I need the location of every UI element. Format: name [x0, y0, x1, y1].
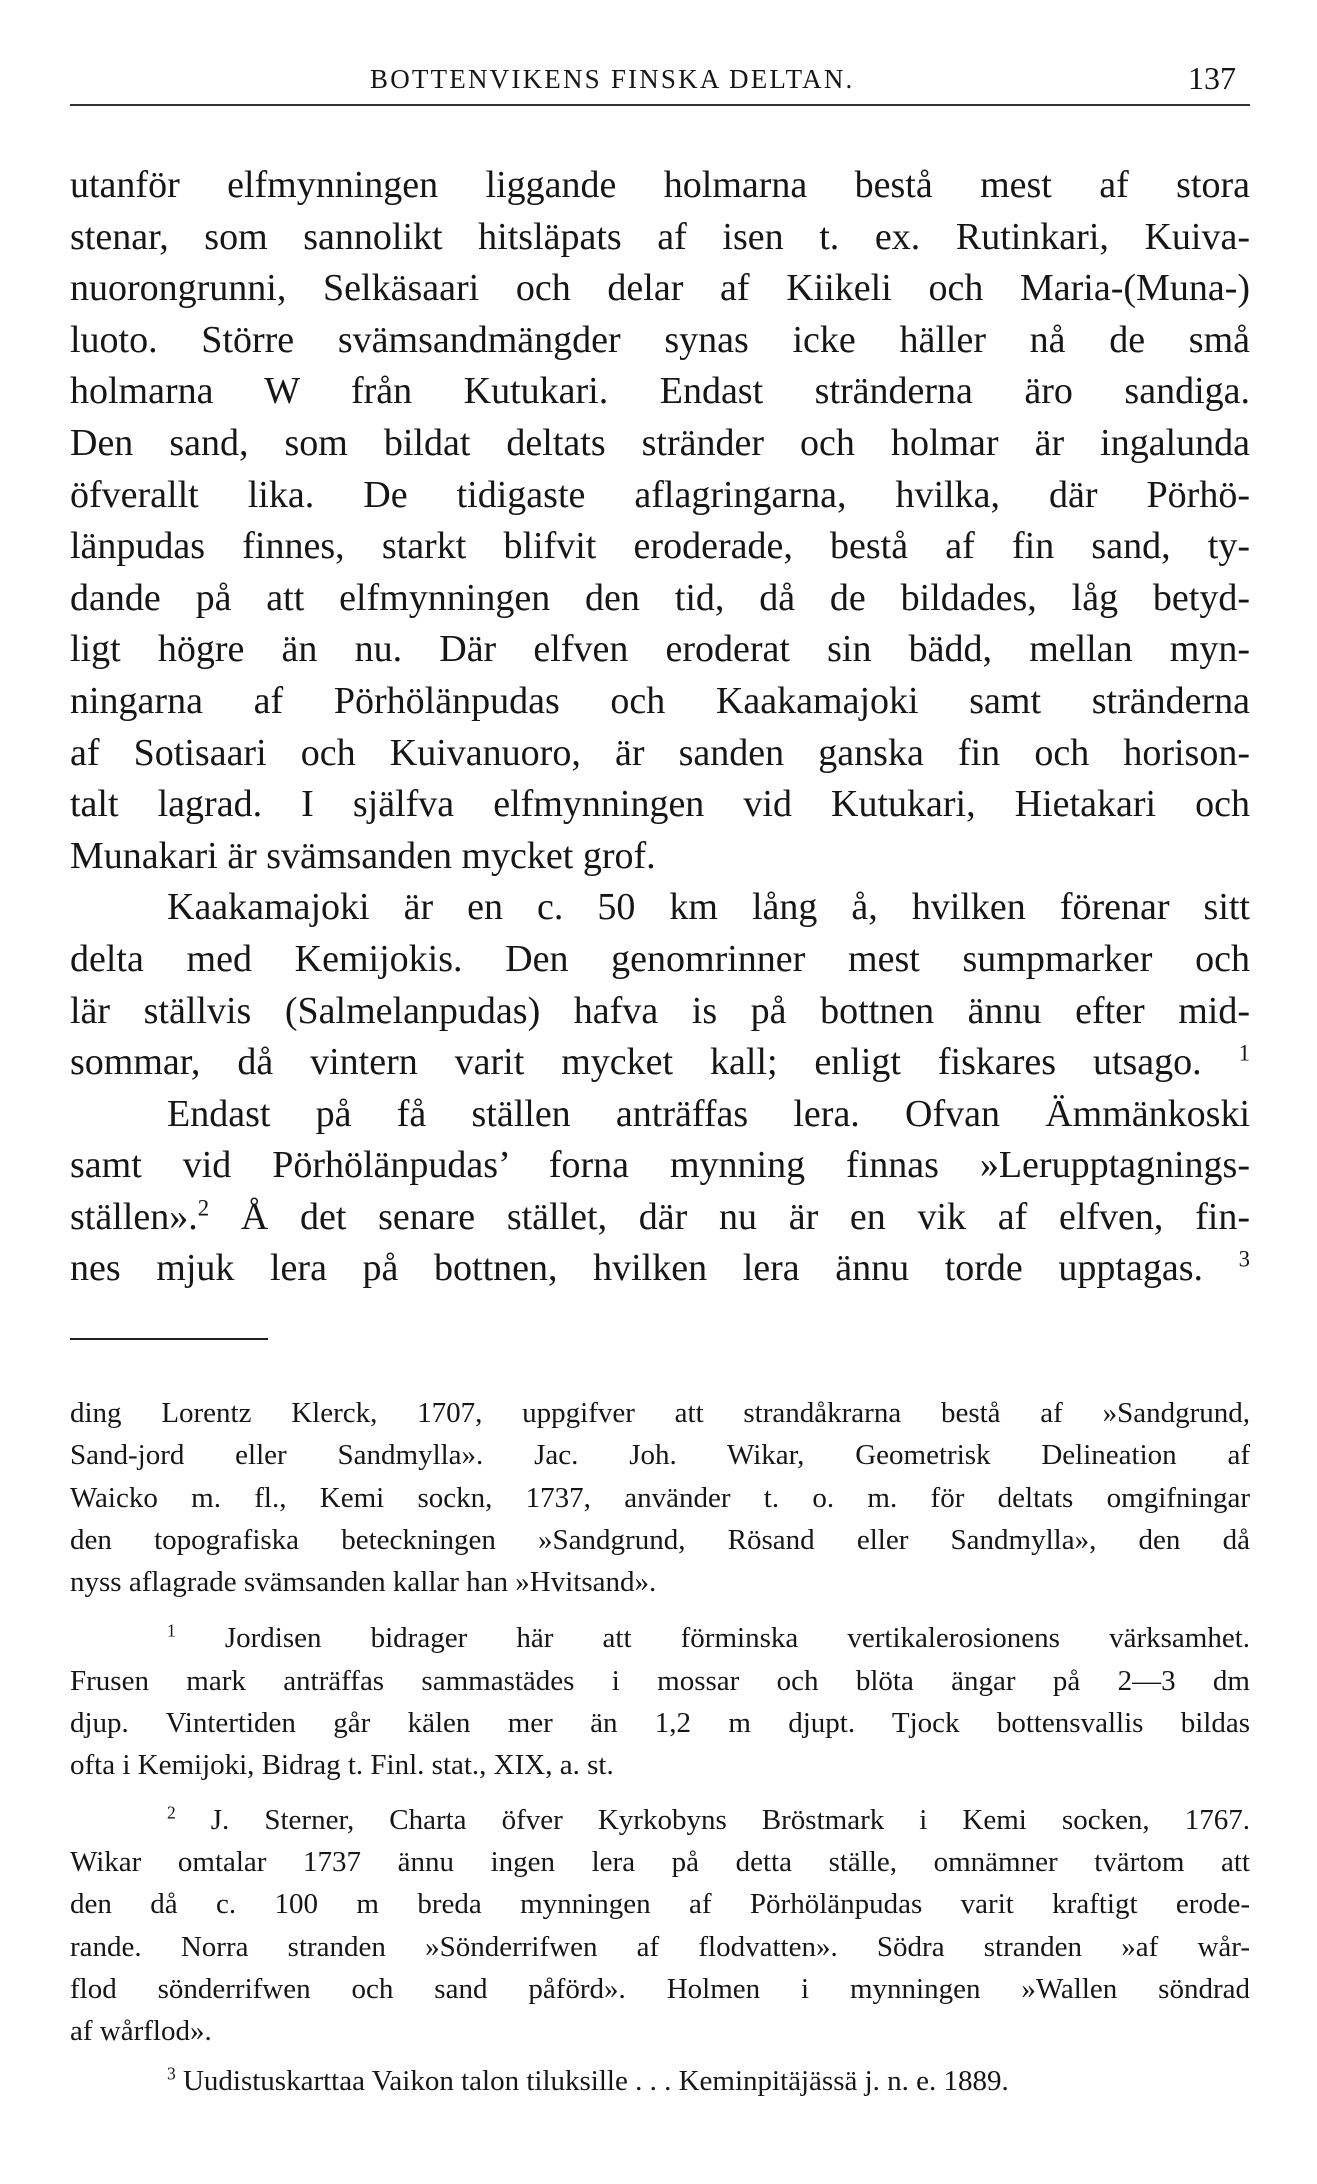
footnote-2-line: rande. Norra stranden »Sönderrifwen af flodvatten». Södra stranden »af wår- — [70, 1930, 1250, 1963]
body-line: dande på att elfmynningen den tid, då de bildades, låg betyd- — [70, 576, 1250, 619]
body-line — [70, 1192, 1250, 1244]
footnote-3-line — [70, 2060, 1250, 2102]
footnote-ref-3: 3 — [1238, 1246, 1250, 1272]
body-line — [70, 1037, 1250, 1089]
footnote-continued-line: den topografiska beteckningen »Sandgrund, Rösand eller Sandmylla», den då — [70, 1523, 1250, 1556]
body-line: ningarna af Pörhölänpudas och Kaakamajoki samt stränderna — [70, 679, 1250, 722]
body-line: Kaakamajoki är en c. 50 km lång å, hvilken förenar sitt — [167, 886, 1250, 929]
footnote-continued-line: ding Lorentz Klerck, 1707, uppgifver att strandåkrarna bestå af »Sandgrund, — [70, 1397, 1250, 1429]
body-line: Munakari är svämsanden mycket grof. — [70, 834, 656, 877]
body-line: öfverallt lika. De tidigaste aflagringarna, hvilka, där Pörhö- — [70, 473, 1250, 516]
body-line — [70, 1243, 1250, 1295]
body-line: delta med Kemijokis. Den genomrinner mest sumpmarker och — [70, 937, 1250, 980]
running-head: BOTTENVIKENS FINSKA DELTAN. — [370, 64, 855, 94]
footnote-2-line: af wårflod». — [70, 2015, 212, 2048]
footnote-continued-line: nyss aflagrade svämsanden kallar han »Hvitsand». — [70, 1566, 657, 1599]
footnote-3-mark: 3 — [167, 2063, 176, 2084]
footnote-1-line: ofta i Kemijoki, Bidrag t. Finl. stat., XIX, a. st. — [70, 1749, 614, 1782]
footnote-ref-2: 2 — [197, 1195, 210, 1221]
body-line: stenar, som sannolikt hitsläpats af isen t. ex. Rutinkari, Kuiva- — [70, 215, 1250, 258]
body-line-text: ställen». — [70, 1195, 198, 1238]
footnote-continued-line: Waicko m. fl., Kemi sockn, 1737, använder t. o. m. för deltats omgifningar — [70, 1481, 1250, 1514]
body-line-text: nes mjuk lera på bottnen, hvilken lera ännu torde upptagas. — [70, 1247, 1203, 1290]
body-line: holmarna W från Kutukari. Endast stränderna äro sandiga. — [70, 370, 1250, 413]
body-line: länpudas finnes, starkt blifvit eroderade, bestå af fin sand, ty- — [70, 525, 1250, 568]
body-line: Den sand, som bildat deltats stränder och holmar är ingalunda — [70, 421, 1250, 464]
footnote-2-line — [70, 1799, 1250, 1841]
body-line: utanför elfmynningen liggande holmarna bestå mest af stora — [70, 164, 1250, 206]
footnote-ref-1: 1 — [1238, 1040, 1250, 1066]
body-line: lär ställvis (Salmelanpudas) hafva is på bottnen ännu efter mid- — [70, 989, 1250, 1032]
body-line-text: Å det senare stället, där nu är en vik af elfven, fin- — [240, 1195, 1250, 1238]
header-rule — [70, 104, 1250, 106]
body-line: talt lagrad. I själfva elfmynningen vid Kutukari, Hietakari och — [70, 783, 1250, 826]
body-line: Endast på få ställen anträffas lera. Ofvan Ämmänkoski — [167, 1092, 1250, 1135]
footnote-1-mark: 1 — [167, 1620, 176, 1641]
footnote-1-text: Jordisen bidrager här att förminska vertikalerosionens värksamhet. — [224, 1622, 1251, 1655]
footnote-2-mark: 2 — [167, 1802, 176, 1823]
body-line: ligt högre än nu. Där elfven eroderat sin bädd, mellan myn- — [70, 628, 1250, 671]
footnote-1-line: djup. Vintertiden går kälen mer än 1,2 m djupt. Tjock bottensvallis bildas — [70, 1707, 1250, 1740]
footnote-gap — [70, 2052, 1250, 2060]
footnotes — [70, 1392, 1250, 2103]
footnote-gap — [70, 1603, 1250, 1617]
page-number: 137 — [1188, 60, 1236, 96]
body-line: luoto. Större svämsandmängder synas icke häller nå de små — [70, 318, 1250, 361]
footnote-continued-line: Sand-jord eller Sandmylla». Jac. Joh. Wikar, Geometrisk Delineation af — [70, 1439, 1250, 1472]
body-line: samt vid Pörhölänpudas’ forna mynning finnas »Lerupptagnings- — [70, 1144, 1250, 1187]
footnote-rule — [70, 1338, 268, 1340]
body-line-text: sommar, då vintern varit mycket kall; enligt fiskares utsago. — [70, 1041, 1202, 1084]
document-page — [70, 0, 1250, 2184]
body-line: nuorongrunni, Selkäsaari och delar af Kiikeli och Maria-(Muna-) — [70, 267, 1250, 310]
body-line: af Sotisaari och Kuivanuoro, är sanden ganska fin och horison- — [70, 731, 1250, 774]
body-text — [70, 160, 1250, 1295]
footnote-2-line: den då c. 100 m breda mynningen af Pörhölänpudas varit kraftigt erode- — [70, 1888, 1250, 1921]
footnote-2-text: J. Sterner, Charta öfver Kyrkobyns Bröstmark i Kemi socken, 1767. — [210, 1803, 1250, 1836]
footnote-1-line — [70, 1617, 1250, 1659]
footnote-gap — [70, 1787, 1250, 1799]
page-header — [70, 58, 1250, 102]
footnote-2-line: flod sönderrifwen och sand påförd». Holmen i mynningen »Wallen söndrad — [70, 1972, 1250, 2005]
footnote-1-line: Frusen mark anträffas sammastädes i mossar och blöta ängar på 2—3 dm — [70, 1664, 1250, 1697]
footnote-2-line: Wikar omtalar 1737 ännu ingen lera på detta ställe, omnämner tvärtom att — [70, 1845, 1250, 1878]
footnote-3-text: Uudistuskarttaa Vaikon talon tiluksille . . . Keminpitäjässä j. n. e. 1889. — [182, 2065, 1009, 2098]
